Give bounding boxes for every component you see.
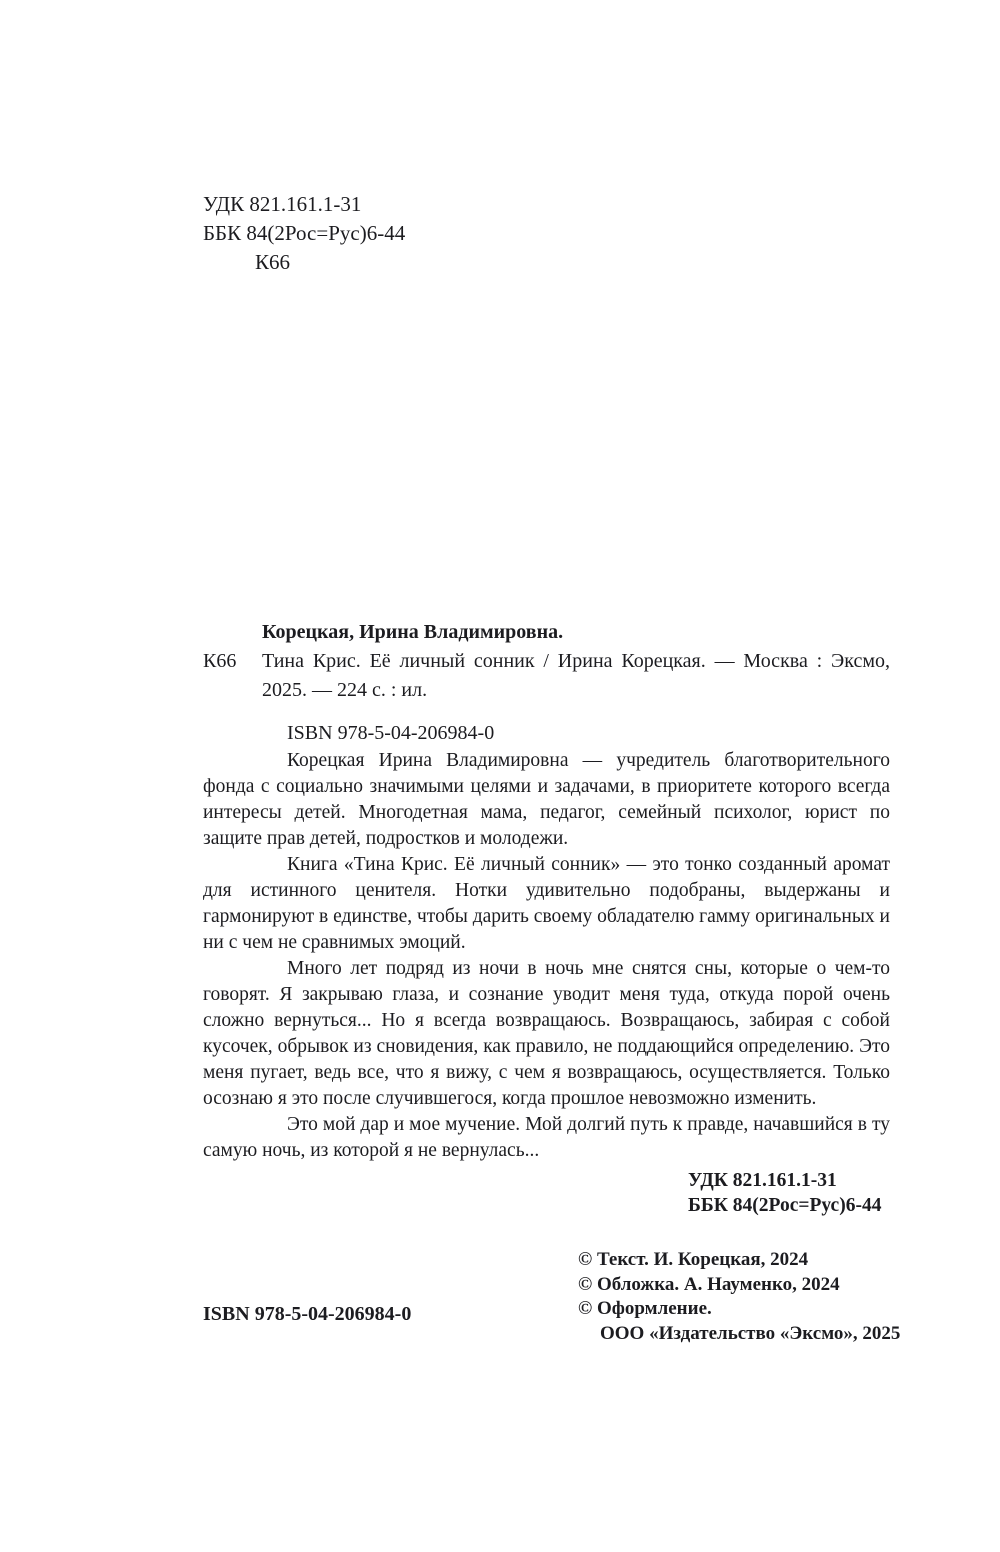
copyright-line-cover: © Обложка. А. Науменко, 2024 xyxy=(578,1273,840,1295)
annotation-block xyxy=(203,748,890,1164)
copyright-line-publisher: ООО «Издательство «Эксмо», 2025 xyxy=(600,1322,901,1344)
bibliographic-description: Тина Крис. Её личный сонник / Ирина Корецкая. — Москва : Эксмо, 2025. — 224 с. : ил. xyxy=(262,650,890,701)
copyright-block xyxy=(578,1248,900,1346)
copyright-line-design: © Оформление. xyxy=(578,1298,712,1320)
catalog-card-block xyxy=(203,618,890,748)
bbk-code-top: ББК 84(2Рос=Рус)6-44 xyxy=(203,221,406,245)
annotation-paragraph: Книга «Тина Крис. Её личный сонник» — это тонко созданный аромат для истинного ценителя. Нотки удивительно подобраны, выдержаны и гармонируют в единстве, чтобы дарить своему обладателю гамму оригинальных и ни с чем не сравнимых эмоций. xyxy=(203,854,890,953)
isbn-line: ISBN 978-5-04-206984-0 xyxy=(287,722,495,744)
author-sign-catalog: К66 xyxy=(203,650,237,672)
bbk-code-bottom: ББК 84(2Рос=Рус)6-44 xyxy=(688,1195,882,1216)
annotation-paragraph: Корецкая Ирина Владимировна — учредитель благотворительного фонда с социально значимыми целями и задачами, в приоритете которого всегда интересы детей. Многодетная мама, педагог, семейный психолог, юрист по защите прав детей, подростков и молодежи. xyxy=(203,750,890,849)
author-heading: Корецкая, Ирина Владимировна. xyxy=(262,621,564,643)
annotation-paragraph: Это мой дар и мое мучение. Мой долгий путь к правде, начавшийся в ту самую ночь, из которой я не вернулась... xyxy=(203,1114,890,1161)
udk-code-top: УДК 821.161.1-31 xyxy=(203,192,362,216)
bottom-classification-block xyxy=(688,1168,881,1218)
annotation-paragraph: Много лет подряд из ночи в ночь мне снятся сны, которые о чем-то говорят. Я закрываю глаза, и сознание уводит меня туда, откуда порой очень сложно вернуться... Но я всегда возвращаюсь. Возвращаюсь, забирая с собой кусочек, обрывок из сновидения, как правило, не поддающийся определению. Это меня пугает, ведь все, что я вижу, с чем я возвращаюсь, осуществляется. Только осознаю я это после случившегося, когда прошлое невозможно изменить. xyxy=(203,958,890,1109)
catalog-entry xyxy=(262,618,890,705)
udk-code-bottom: УДК 821.161.1-31 xyxy=(688,1170,837,1191)
isbn-bottom: ISBN 978-5-04-206984-0 xyxy=(203,1303,412,1325)
copyright-line-text: © Текст. И. Корецкая, 2024 xyxy=(578,1249,809,1270)
top-classification-block xyxy=(203,190,405,277)
author-sign-top: К66 xyxy=(255,250,291,274)
